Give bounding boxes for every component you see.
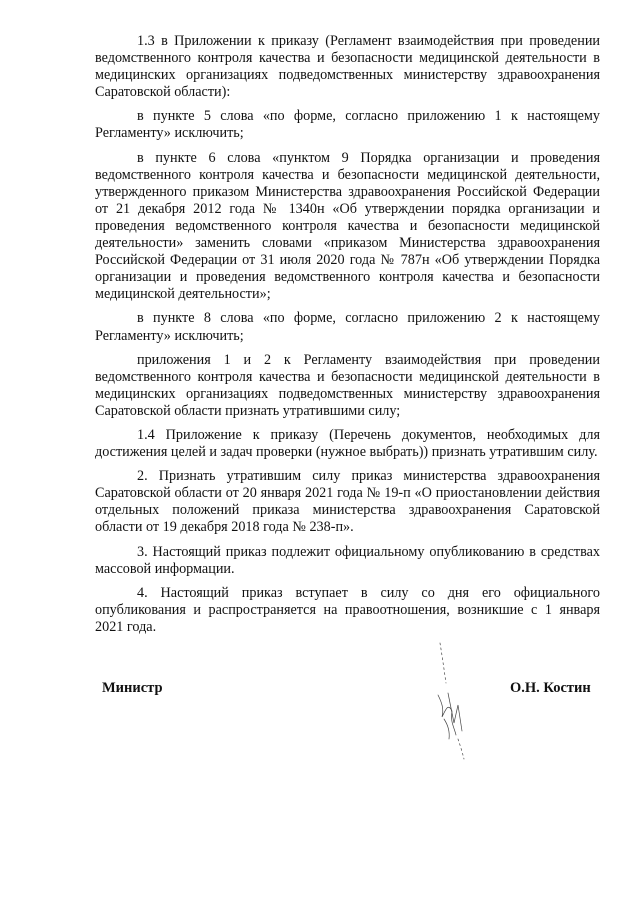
paragraph-1-4: 1.4 Приложение к приказу (Перечень документов, необходимых для достижения целей и задач проверки (нужное выбрать)) признать утратившим силу. — [95, 426, 600, 461]
signatory-title: Министр — [102, 680, 163, 696]
paragraph-clause-8: в пункте 8 слова «по форме, согласно приложению 2 к настоящему Регламенту» исключить; — [95, 310, 600, 344]
paragraph-1-3: 1.3 в Приложении к приказу (Регламент взаимодействия при проведении ведомственного контроля качества и безопасности медицинской деятельности в медицинских организациях подведомственных министерству здравоохранения Саратовской области): — [95, 33, 600, 101]
handwritten-signature — [420, 635, 480, 765]
paragraph-appendices: приложения 1 и 2 к Регламенту взаимодействия при проведении ведомственного контроля качества и безопасности медицинской деятельности в медицинских организациях подведомственных министерству здравоохранения Саратовской области признать утратившими силу; — [95, 351, 600, 419]
paragraph-4: 4. Настоящий приказ вступает в силу со дня его официального опубликования и распространяется на правоотношения, возникшие с 1 января 2021 года. — [95, 584, 600, 635]
paragraph-clause-6: в пункте 6 слова «пунктом 9 Порядка организации и проведения ведомственного контроля качества и безопасности медицинской деятельности, утвержденного приказом Министерства здравоохранения Российской Федерации от 21 декабря 2012 года № 1340н «Об утверждении порядка организации и проведения ведомственного контроля качества и безопасности медицинской деятельности» заменить словами «приказом Министерства здравоохранения Российской Федерации от 31 июля 2020 года № 787н «Об утверждении Порядка организации и проведения ведомственного контроля качества и безопасности медицинской деятельности»; — [95, 149, 600, 303]
paragraph-2: 2. Признать утратившим силу приказ министерства здравоохранения Саратовской области от 20 января 2021 года № 19-п «О приостановлении действия отдельных положений приказа министерства здравоохранения Саратовской области от 19 декабря 2018 года № 238-п». — [95, 468, 600, 536]
document-body — [95, 33, 600, 636]
paragraph-3: 3. Настоящий приказ подлежит официальному опубликованию в средствах массовой информации. — [95, 543, 600, 577]
signatory-name: О.Н. Костин — [510, 680, 591, 696]
paragraph-clause-5: в пункте 5 слова «по форме, согласно приложению 1 к настоящему Регламенту» исключить; — [95, 108, 600, 142]
